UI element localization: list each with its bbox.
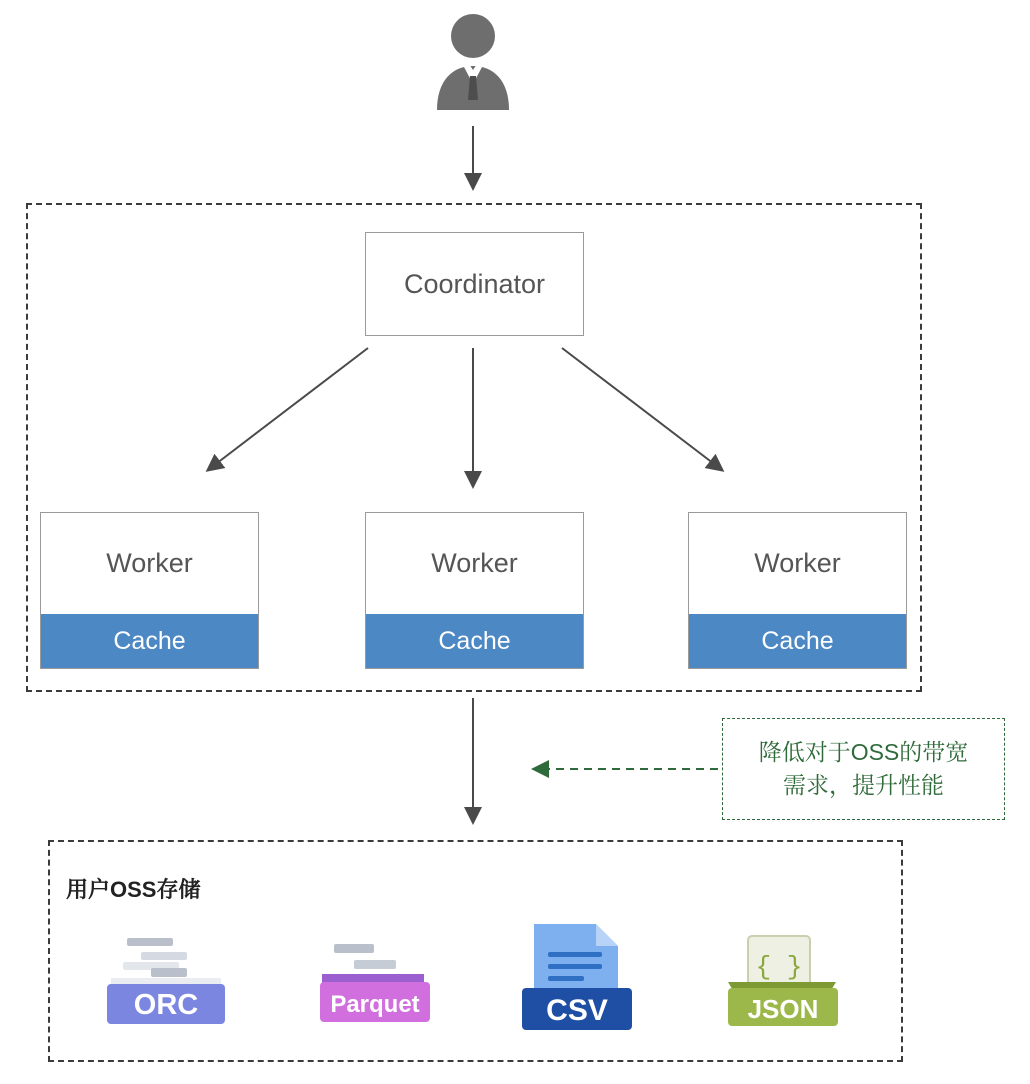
worker-label: Worker (106, 548, 193, 578)
worker-label: Worker (431, 548, 518, 578)
parquet-label: Parquet (330, 991, 420, 1018)
annotation-line-1: 降低对于OSS的带宽 (758, 738, 969, 765)
json-file-icon (718, 922, 848, 1034)
oss-storage-title: 用户OSS存储 (66, 877, 201, 902)
csv-file-icon (512, 922, 642, 1034)
json-label: JSON (747, 994, 819, 1024)
parquet-file-icon (310, 922, 440, 1034)
svg-text:{ }: { } (755, 952, 803, 982)
orc-file-icon (103, 922, 233, 1034)
worker-label: Worker (754, 548, 841, 578)
annotation-note (722, 718, 1005, 820)
orc-label: ORC (133, 989, 199, 1021)
worker-node-1[interactable] (40, 512, 259, 669)
worker-node-3[interactable] (688, 512, 907, 669)
annotation-line-2: 需求，提升性能 (782, 772, 944, 798)
user-avatar-icon (433, 10, 513, 110)
worker-cache-label: Cache (689, 614, 906, 668)
worker-cache-label: Cache (366, 614, 583, 668)
coordinator-node[interactable] (365, 232, 584, 336)
worker-cache-label: Cache (41, 614, 258, 668)
coordinator-label: Coordinator (403, 268, 546, 299)
worker-node-2[interactable] (365, 512, 584, 669)
csv-label: CSV (546, 994, 608, 1027)
